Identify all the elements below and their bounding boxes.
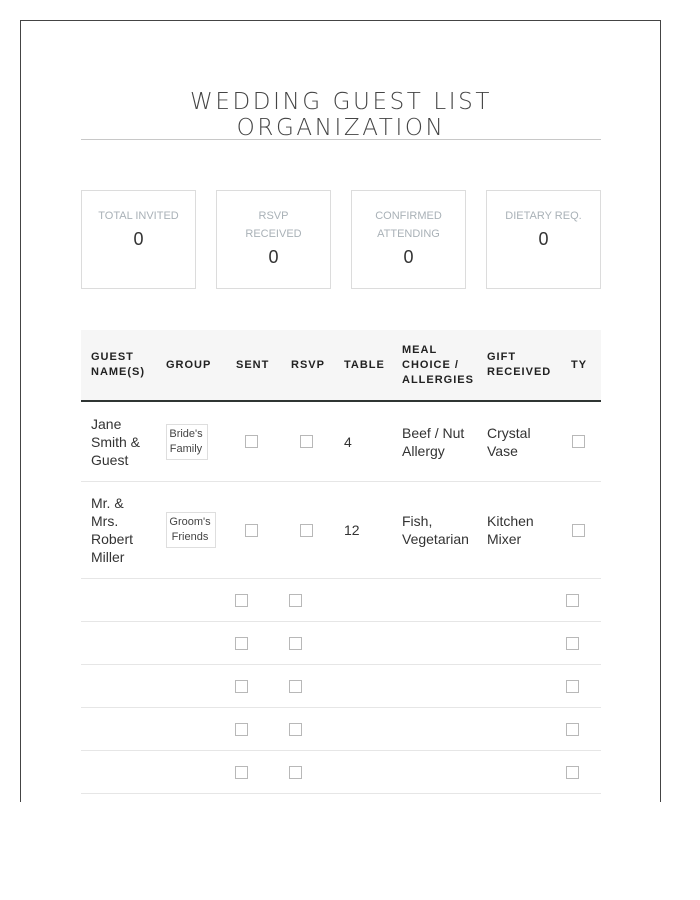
column-header-ty: TY <box>571 358 588 371</box>
group-tag: Bride's Family <box>166 424 208 460</box>
sent-cell <box>245 482 258 578</box>
rsvp-checkbox[interactable] <box>289 680 302 693</box>
empty-table-row <box>81 751 601 794</box>
table-number-cell: 12 <box>344 522 360 538</box>
ty-cell <box>566 665 579 707</box>
ty-checkbox[interactable] <box>572 435 585 448</box>
ty-checkbox[interactable] <box>566 680 579 693</box>
ty-cell <box>572 402 585 481</box>
ty-checkbox[interactable] <box>566 766 579 779</box>
stat-value: 0 <box>268 247 279 267</box>
ty-checkbox[interactable] <box>572 524 585 537</box>
sent-cell <box>235 665 248 707</box>
sent-checkbox[interactable] <box>245 524 258 537</box>
meal-cell: Fish, Vegetarian <box>402 513 469 547</box>
sent-cell <box>235 751 248 793</box>
table-number-cell: 4 <box>344 433 352 450</box>
ty-cell <box>566 708 579 750</box>
sent-cell <box>245 402 258 481</box>
rsvp-cell <box>300 482 313 578</box>
ty-checkbox[interactable] <box>566 723 579 736</box>
rsvp-checkbox[interactable] <box>289 723 302 736</box>
column-header-group: GROUP <box>166 358 212 371</box>
ty-checkbox[interactable] <box>566 637 579 650</box>
gift-cell: Crystal Vase <box>487 424 531 459</box>
meal-cell: Beef / Nut Allergy <box>402 424 465 459</box>
stat-total-invited <box>81 190 196 289</box>
column-header-guest: GUEST NAME(S) <box>91 351 146 378</box>
stat-label: RSVP RECEIVED <box>245 210 302 240</box>
group-cell <box>166 402 226 481</box>
empty-table-row <box>81 622 601 665</box>
guest-name-cell: Mr. & Mrs. Robert Miller <box>91 495 134 565</box>
stat-dietary-req <box>486 190 601 289</box>
rsvp-cell <box>289 579 302 621</box>
sent-checkbox[interactable] <box>235 680 248 693</box>
sent-cell <box>235 622 248 664</box>
rsvp-checkbox[interactable] <box>300 435 313 448</box>
rsvp-checkbox[interactable] <box>289 594 302 607</box>
sent-cell <box>235 579 248 621</box>
rsvp-cell <box>289 708 302 750</box>
stat-label: DIETARY REQ. <box>505 210 582 222</box>
stat-confirmed-attending <box>351 190 466 289</box>
rsvp-cell <box>289 751 302 793</box>
page-title: WEDDING GUEST LIST ORGANIZATION <box>189 89 492 141</box>
empty-table-row <box>81 579 601 622</box>
sent-cell <box>235 708 248 750</box>
table-row <box>81 482 601 579</box>
sent-checkbox[interactable] <box>235 766 248 779</box>
empty-rows <box>81 579 601 794</box>
ty-checkbox[interactable] <box>566 594 579 607</box>
ty-cell <box>572 482 585 578</box>
table-header-row <box>81 330 601 402</box>
stat-value: 0 <box>403 247 414 267</box>
column-header-sent: SENT <box>236 358 270 371</box>
summary-stats <box>81 190 601 289</box>
rsvp-cell <box>289 665 302 707</box>
ty-cell <box>566 751 579 793</box>
guest-table <box>81 330 601 794</box>
ty-cell <box>566 622 579 664</box>
stat-value: 0 <box>538 229 549 249</box>
group-cell <box>166 482 226 578</box>
rsvp-checkbox[interactable] <box>300 524 313 537</box>
stat-label: CONFIRMED ATTENDING <box>375 210 442 240</box>
ty-cell <box>566 579 579 621</box>
table-row <box>81 402 601 482</box>
stat-value: 0 <box>133 229 144 249</box>
rsvp-cell <box>300 402 313 481</box>
sent-checkbox[interactable] <box>235 723 248 736</box>
column-header-rsvp: RSVP <box>291 358 325 371</box>
title-divider <box>81 139 601 140</box>
stat-rsvp-received <box>216 190 331 289</box>
empty-table-row <box>81 665 601 708</box>
column-header-gift: GIFT RECEIVED <box>487 351 552 378</box>
sent-checkbox[interactable] <box>235 637 248 650</box>
column-header-table: TABLE <box>344 358 385 371</box>
guest-list-sheet <box>20 20 661 802</box>
column-header-meal: MEAL CHOICE / ALLERGIES <box>402 343 474 386</box>
stat-label: TOTAL INVITED <box>98 210 179 222</box>
rsvp-checkbox[interactable] <box>289 637 302 650</box>
rsvp-checkbox[interactable] <box>289 766 302 779</box>
gift-cell: Kitchen Mixer <box>487 513 534 547</box>
sent-checkbox[interactable] <box>235 594 248 607</box>
empty-table-row <box>81 708 601 751</box>
sent-checkbox[interactable] <box>245 435 258 448</box>
guest-name-cell: Jane Smith & Guest <box>91 415 141 468</box>
rsvp-cell <box>289 622 302 664</box>
group-tag: Groom's Friends <box>166 512 216 548</box>
